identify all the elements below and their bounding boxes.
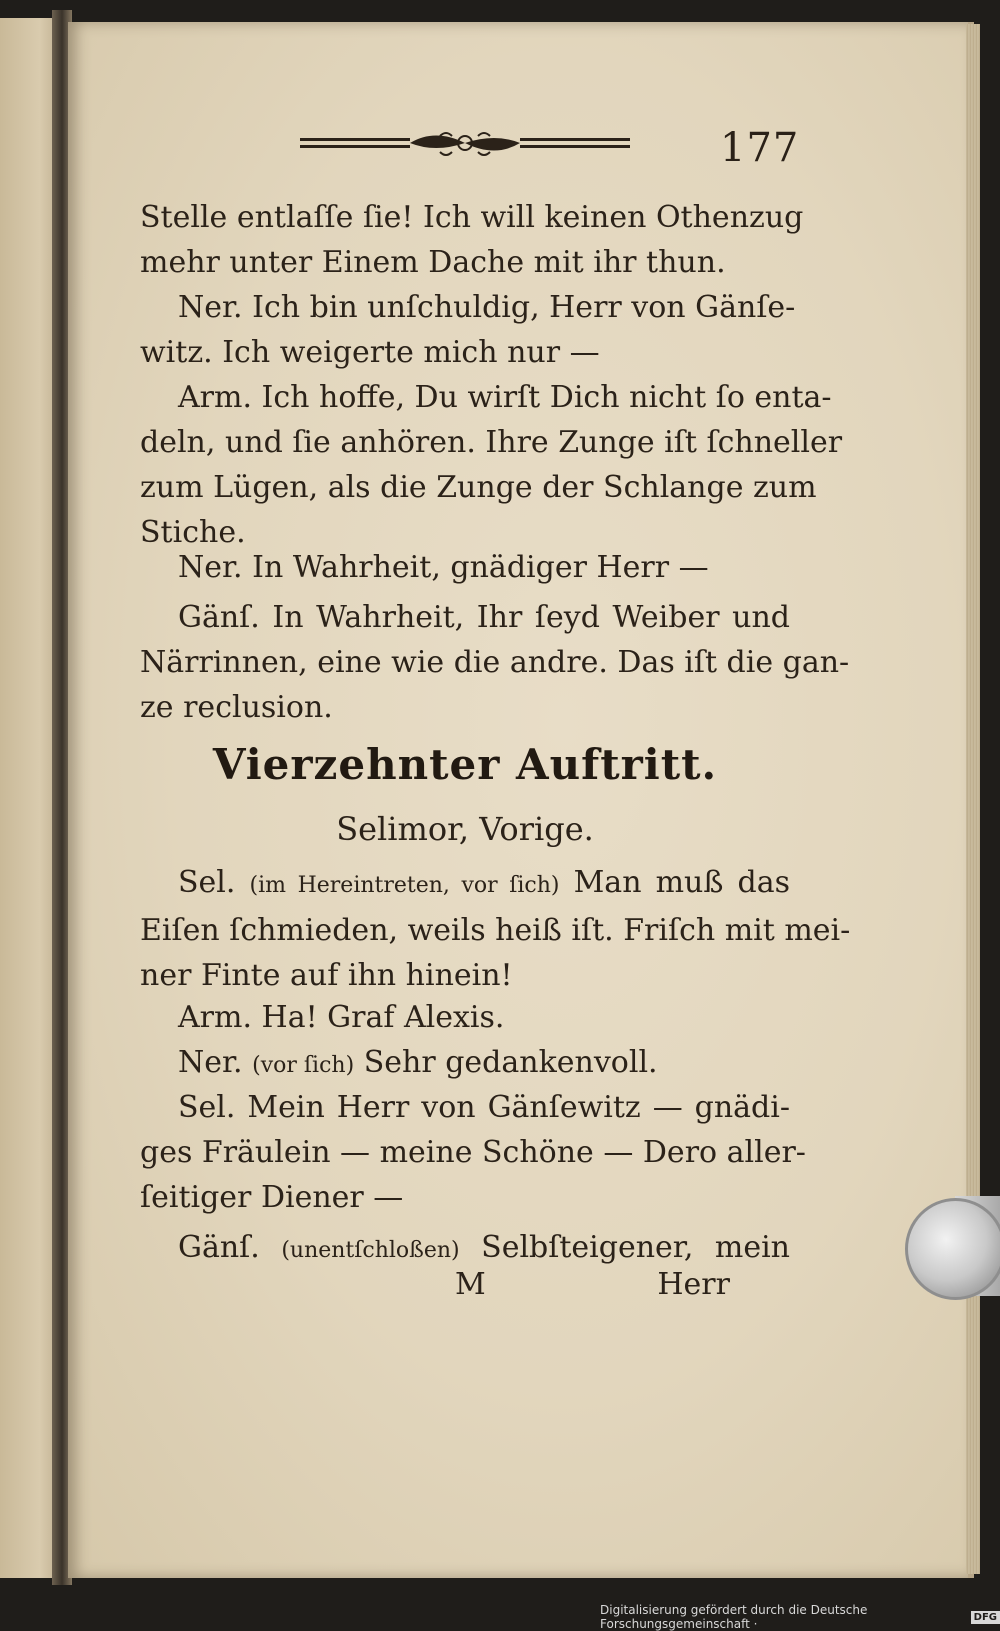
text-line: Gänſ. In Wahrheit, Ihr ſeyd Weiber und — [178, 600, 790, 635]
footer-row — [600, 1603, 1000, 1631]
text-line: Ner. Ich bin unſchuldig, Herr von Gänſe‑ — [178, 290, 796, 325]
speech-gaensewitz-1 — [140, 595, 850, 730]
speech-armand — [140, 375, 843, 555]
text-line: Närrinnen, eine wie die andre. Das iſt die gan‑ — [140, 645, 850, 680]
text-line: ſeitiger Diener — — [140, 1180, 404, 1215]
line-text: Selbſteigener, mein — [481, 1230, 790, 1265]
text-line: zum Lügen, als die Zunge der Schlange zum — [140, 470, 817, 505]
scene-heading: Vierzehnter Auftritt. — [212, 740, 718, 789]
speech-armand-2 — [140, 995, 790, 1040]
dfg-logo: DFG — [971, 1611, 1000, 1624]
page-clip — [905, 1198, 1000, 1300]
speech-selimor-2 — [140, 1085, 806, 1220]
catchword: Herr — [657, 1267, 730, 1302]
speaker-label: Gänſ. — [178, 1230, 260, 1265]
text-line: Arm. Ha! Graf Alexis. — [178, 1000, 505, 1035]
speaker-label: Ner. — [178, 1045, 243, 1080]
text-line: mehr unter Einem Dache mit ihr thun. — [140, 245, 726, 280]
digitization-credit: Digitalisierung gefördert durch die Deutsche Forschungsgemeinschaft · — [600, 1603, 868, 1631]
text-line: Eiſen ſchmieden, weils heiß iſt. Friſch mit mei‑ — [140, 913, 851, 948]
speech-selimor-1 — [140, 860, 851, 998]
text-line: Ner. In Wahrheit, gnädiger Herr — — [178, 550, 709, 585]
header-ornament-icon — [300, 128, 630, 162]
page-block-edge — [966, 24, 980, 1574]
signature-mark: M — [455, 1267, 486, 1302]
text-line: Arm. Ich hoffe, Du wirſt Dich nicht ſo enta‑ — [178, 380, 832, 415]
stage-direction: (vor ſich) — [252, 1053, 355, 1078]
page-number: 177 — [720, 125, 800, 171]
text-block-top — [140, 195, 804, 285]
catchword-row — [140, 1262, 790, 1307]
text-line — [140, 860, 790, 908]
speech-nerine-2 — [140, 545, 790, 590]
text-line: Sel. Mein Herr von Gänſewitz — gnädi‑ — [178, 1090, 790, 1125]
stage-direction: (unentſchloßen) — [281, 1238, 460, 1263]
text-line: deln, und ſie anhören. Ihre Zunge iſt ſchneller — [140, 425, 843, 460]
text-line: witz. Ich weigerte mich nur — — [140, 335, 600, 370]
text-line: ges Fräulein — meine Schöne — Dero aller‑ — [140, 1135, 806, 1170]
speaker-label: Sel. — [178, 865, 236, 900]
text-line: ner Finte auf ihn hinein! — [140, 958, 513, 993]
speech-nerine-1 — [140, 285, 796, 375]
line-text: Man muß das — [573, 865, 791, 900]
text-line — [140, 1040, 790, 1088]
text-line: Stelle entlaſſe ſie! Ich will keinen Othenzug — [140, 200, 804, 235]
text-line: ze reclusion. — [140, 690, 333, 725]
stage-direction: (im Hereintreten, vor ſich) — [249, 873, 560, 898]
speech-nerine-3 — [140, 1040, 790, 1088]
line-text: Sehr gedankenvoll. — [363, 1045, 658, 1080]
scene-characters: Selimor, Vorige. — [336, 810, 594, 848]
text-line: Stiche. — [140, 515, 246, 550]
